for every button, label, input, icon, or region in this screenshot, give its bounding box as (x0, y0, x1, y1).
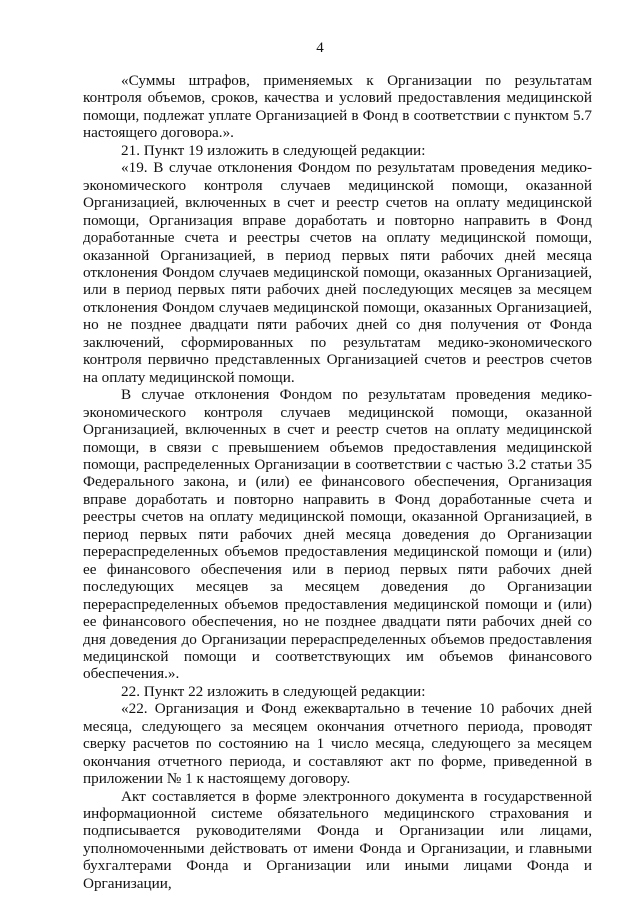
paragraph-clause-22: «22. Организация и Фонд ежеквартально в течение 10 рабочих дней месяца, следующего за месяцем окончания отчетного периода, проводят сверку расчетов по состоянию на 1 число месяца, следующего за месяцем окончания отчетного периода, и составляют акт по форме, приведенной в приложении № 1 к настоящему договору. (83, 700, 592, 788)
paragraph-act-signing: Акт составляется в форме электронного документа в государственной информационной системе обязательного медицинского страхования и подписывается руководителями Фонда и Организации или лицами, уполномоченными действовать от имени Фонда и Организации, и главными бухгалтерами Фонда и Организации или иными лицами Фонда и Организации, (83, 787, 592, 892)
document-body (83, 72, 592, 892)
paragraph-item-21-heading: 21. Пункт 19 изложить в следующей редакции: (121, 141, 426, 159)
paragraph-item-22-heading: 22. Пункт 22 изложить в следующей редакции: (121, 682, 426, 700)
paragraph-clause-19-continuation: В случае отклонения Фондом по результатам проведения медико-экономического контроля случаев медицинской помощи, оказанной Организацией, включенных в счет и реестр счетов на оплату медицинской помощи, в связи с превышением объемов предоставления медицинской помощи, распределенных Организации в соответствии с частью 3.2 статьи 35 Федерального закона, и (или) ее финансового обеспечения, Организация вправе доработать и повторно направить в Фонд доработанные счета и реестры счетов на оплату медицинской помощи, оказанной Организацией, в период первых пяти рабочих дней месяца доведения до Организации перераспределенных объемов предоставления медицинской помощи и (или) ее финансового обеспечения или в период первых пяти рабочих дней последующих месяцев за месяцем доведения до Организации перераспределенных объемов предоставления медицинской помощи и (или) ее финансового обеспечения, но не позднее двадцати пяти рабочих дней со дня доведения до Организации перераспределенных объемов предоставления медицинской помощи и соответствующих им объемов финансового обеспечения.». (83, 386, 592, 683)
paragraph-clause-19: «19. В случае отклонения Фондом по результатам проведения медико-экономического контроля случаев медицинской помощи, оказанной Организацией, включенных в счет и реестр счетов на оплату медицинской помощи, Организация вправе доработать и повторно направить в Фонд доработанные счета и реестры счетов на оплату медицинской помощи, оказанной Организацией, в период первых пяти рабочих дней месяца отклонения Фондом случаев медицинской помощи, оказанных Организацией, или в период первых пяти рабочих дней последующих месяцев за месяцем отклонения Фондом случаев медицинской помощи, оказанных Организацией, но не позднее двадцати пяти рабочих дней со дня получения от Фонда заключений, сформированных по результатам медико-экономического контроля первично представленных Организацией счетов и реестров счетов на оплату медицинской помощи. (83, 159, 592, 386)
paragraph-fines-clause: «Суммы штрафов, применяемых к Организации по результатам контроля объемов, сроков, качества и условий предоставления медицинской помощи, подлежат уплате Организацией в Фонд в соответствии с пунктом 5.7 настоящего договора.». (83, 72, 592, 142)
page-number: 4 (316, 40, 324, 56)
